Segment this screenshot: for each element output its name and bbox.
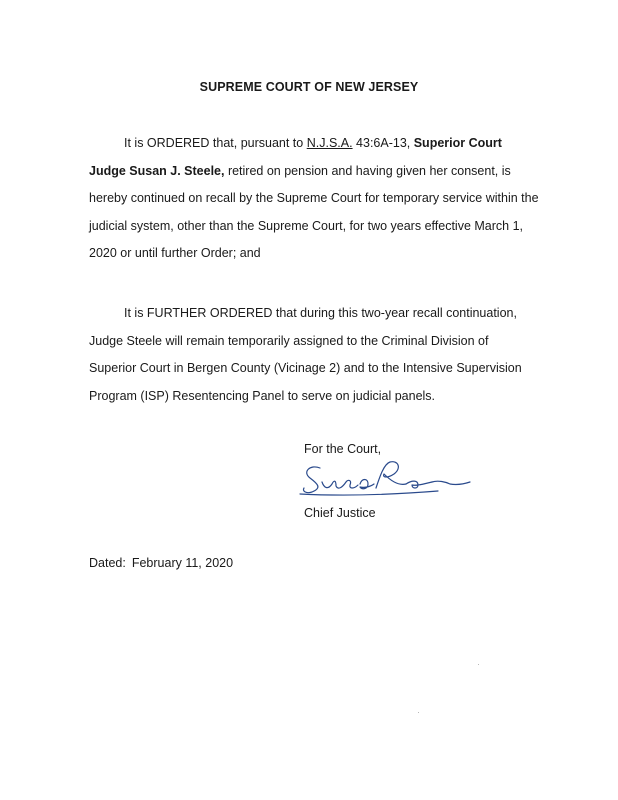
chief-justice-title: Chief Justice (304, 506, 376, 520)
order-paragraph-1 (89, 130, 539, 268)
dated-label: Dated: (89, 556, 126, 570)
order-intro-text: It is ORDERED that, pursuant to (124, 136, 307, 150)
signature-icon (298, 458, 476, 500)
further-order-text: It is FURTHER ORDERED that during this two-year recall continuation, Judge Steele will remain temporarily assigned to the Criminal Division of Superior Court in Bergen County (Vicinage 2) and to the Intensive Supervision Program (ISP) Resentencing Panel to serve on judicial panels. (89, 306, 522, 403)
order-paragraph-2 (89, 300, 539, 410)
dated-value: February 11, 2020 (131, 556, 234, 570)
statute-citation: N.J.S.A. (306, 136, 353, 150)
order-body-text: retired on pension and having given her consent, is hereby continued on recall by the Supreme Court for temporary service within the judicial system, other than the Supreme Court, for two years effective March 1, 2020 or until further Order; and (89, 163, 539, 260)
for-the-court-label: For the Court, (304, 442, 382, 456)
scan-speck (478, 664, 479, 665)
dated-line (89, 556, 233, 570)
handwritten-signature (298, 458, 476, 500)
scan-speck (418, 712, 419, 713)
court-title: SUPREME COURT OF NEW JERSEY (199, 80, 419, 94)
judge-name: Superior Court Judge Susan J. Steele, (89, 136, 502, 178)
statute-section: 43:6A-13, (352, 136, 414, 150)
